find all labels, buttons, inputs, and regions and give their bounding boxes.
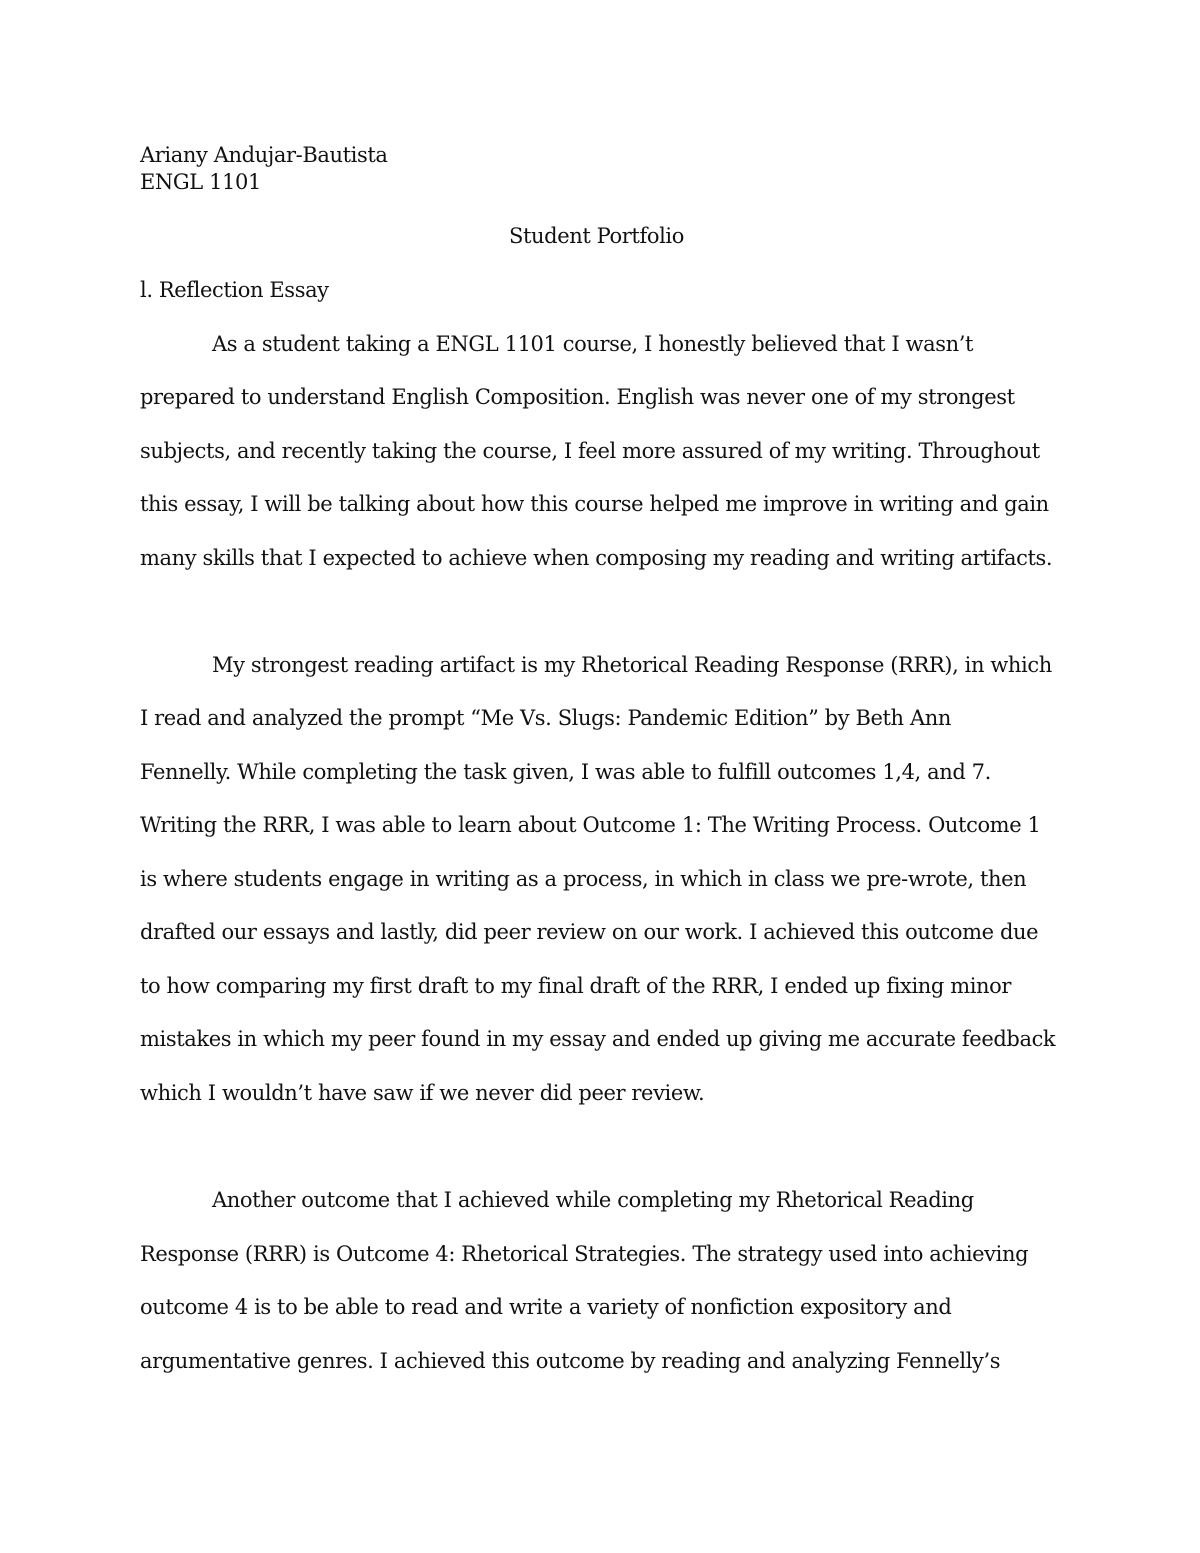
- section-heading: l. Reflection Essay: [140, 278, 329, 302]
- paragraph-line: this essay, I will be talking about how this course helped me improve in writing and gain: [140, 492, 1049, 516]
- paragraph-line: Another outcome that I achieved while completing my Rhetorical Reading: [212, 1188, 974, 1212]
- paragraph-line: outcome 4 is to be able to read and write a variety of nonfiction expository and: [140, 1295, 952, 1319]
- paragraph-line: Fennelly. While completing the task given, I was able to fulfill outcomes 1,4, and 7.: [140, 760, 991, 784]
- paragraph-line: argumentative genres. I achieved this outcome by reading and analyzing Fennelly’s: [140, 1349, 1001, 1373]
- paragraph-line: many skills that I expected to achieve when composing my reading and writing artifacts.: [140, 546, 1053, 570]
- paragraph-line: drafted our essays and lastly, did peer review on our work. I achieved this outcome due: [140, 920, 1039, 944]
- paragraph-line: is where students engage in writing as a process, in which in class we pre-wrote, then: [140, 867, 1027, 891]
- paragraph-line: My strongest reading artifact is my Rhetorical Reading Response (RRR), in which: [212, 653, 1052, 677]
- paragraph-line: mistakes in which my peer found in my essay and ended up giving me accurate feedback: [140, 1027, 1056, 1051]
- paragraph-line: As a student taking a ENGL 1101 course, I honestly believed that I wasn’t: [212, 332, 974, 356]
- paragraph-line: to how comparing my first draft to my final draft of the RRR, I ended up fixing minor: [140, 974, 1012, 998]
- paragraph-line: subjects, and recently taking the course, I feel more assured of my writing. Throughout: [140, 439, 1040, 463]
- paragraph-line: Response (RRR) is Outcome 4: Rhetorical Strategies. The strategy used into achieving: [140, 1242, 1029, 1266]
- course-code: ENGL 1101: [140, 170, 261, 194]
- paragraph-line: which I wouldn’t have saw if we never did peer review.: [140, 1081, 705, 1105]
- paragraph-line: prepared to understand English Composition. English was never one of my strongest: [140, 385, 1015, 409]
- page-title: Student Portfolio: [509, 224, 684, 248]
- paragraph-line: I read and analyzed the prompt “Me Vs. Slugs: Pandemic Edition” by Beth Ann: [140, 706, 951, 730]
- paragraph-line: Writing the RRR, I was able to learn about Outcome 1: The Writing Process. Outcome 1: [140, 813, 1041, 837]
- author-name: Ariany Andujar-Bautista: [140, 143, 388, 167]
